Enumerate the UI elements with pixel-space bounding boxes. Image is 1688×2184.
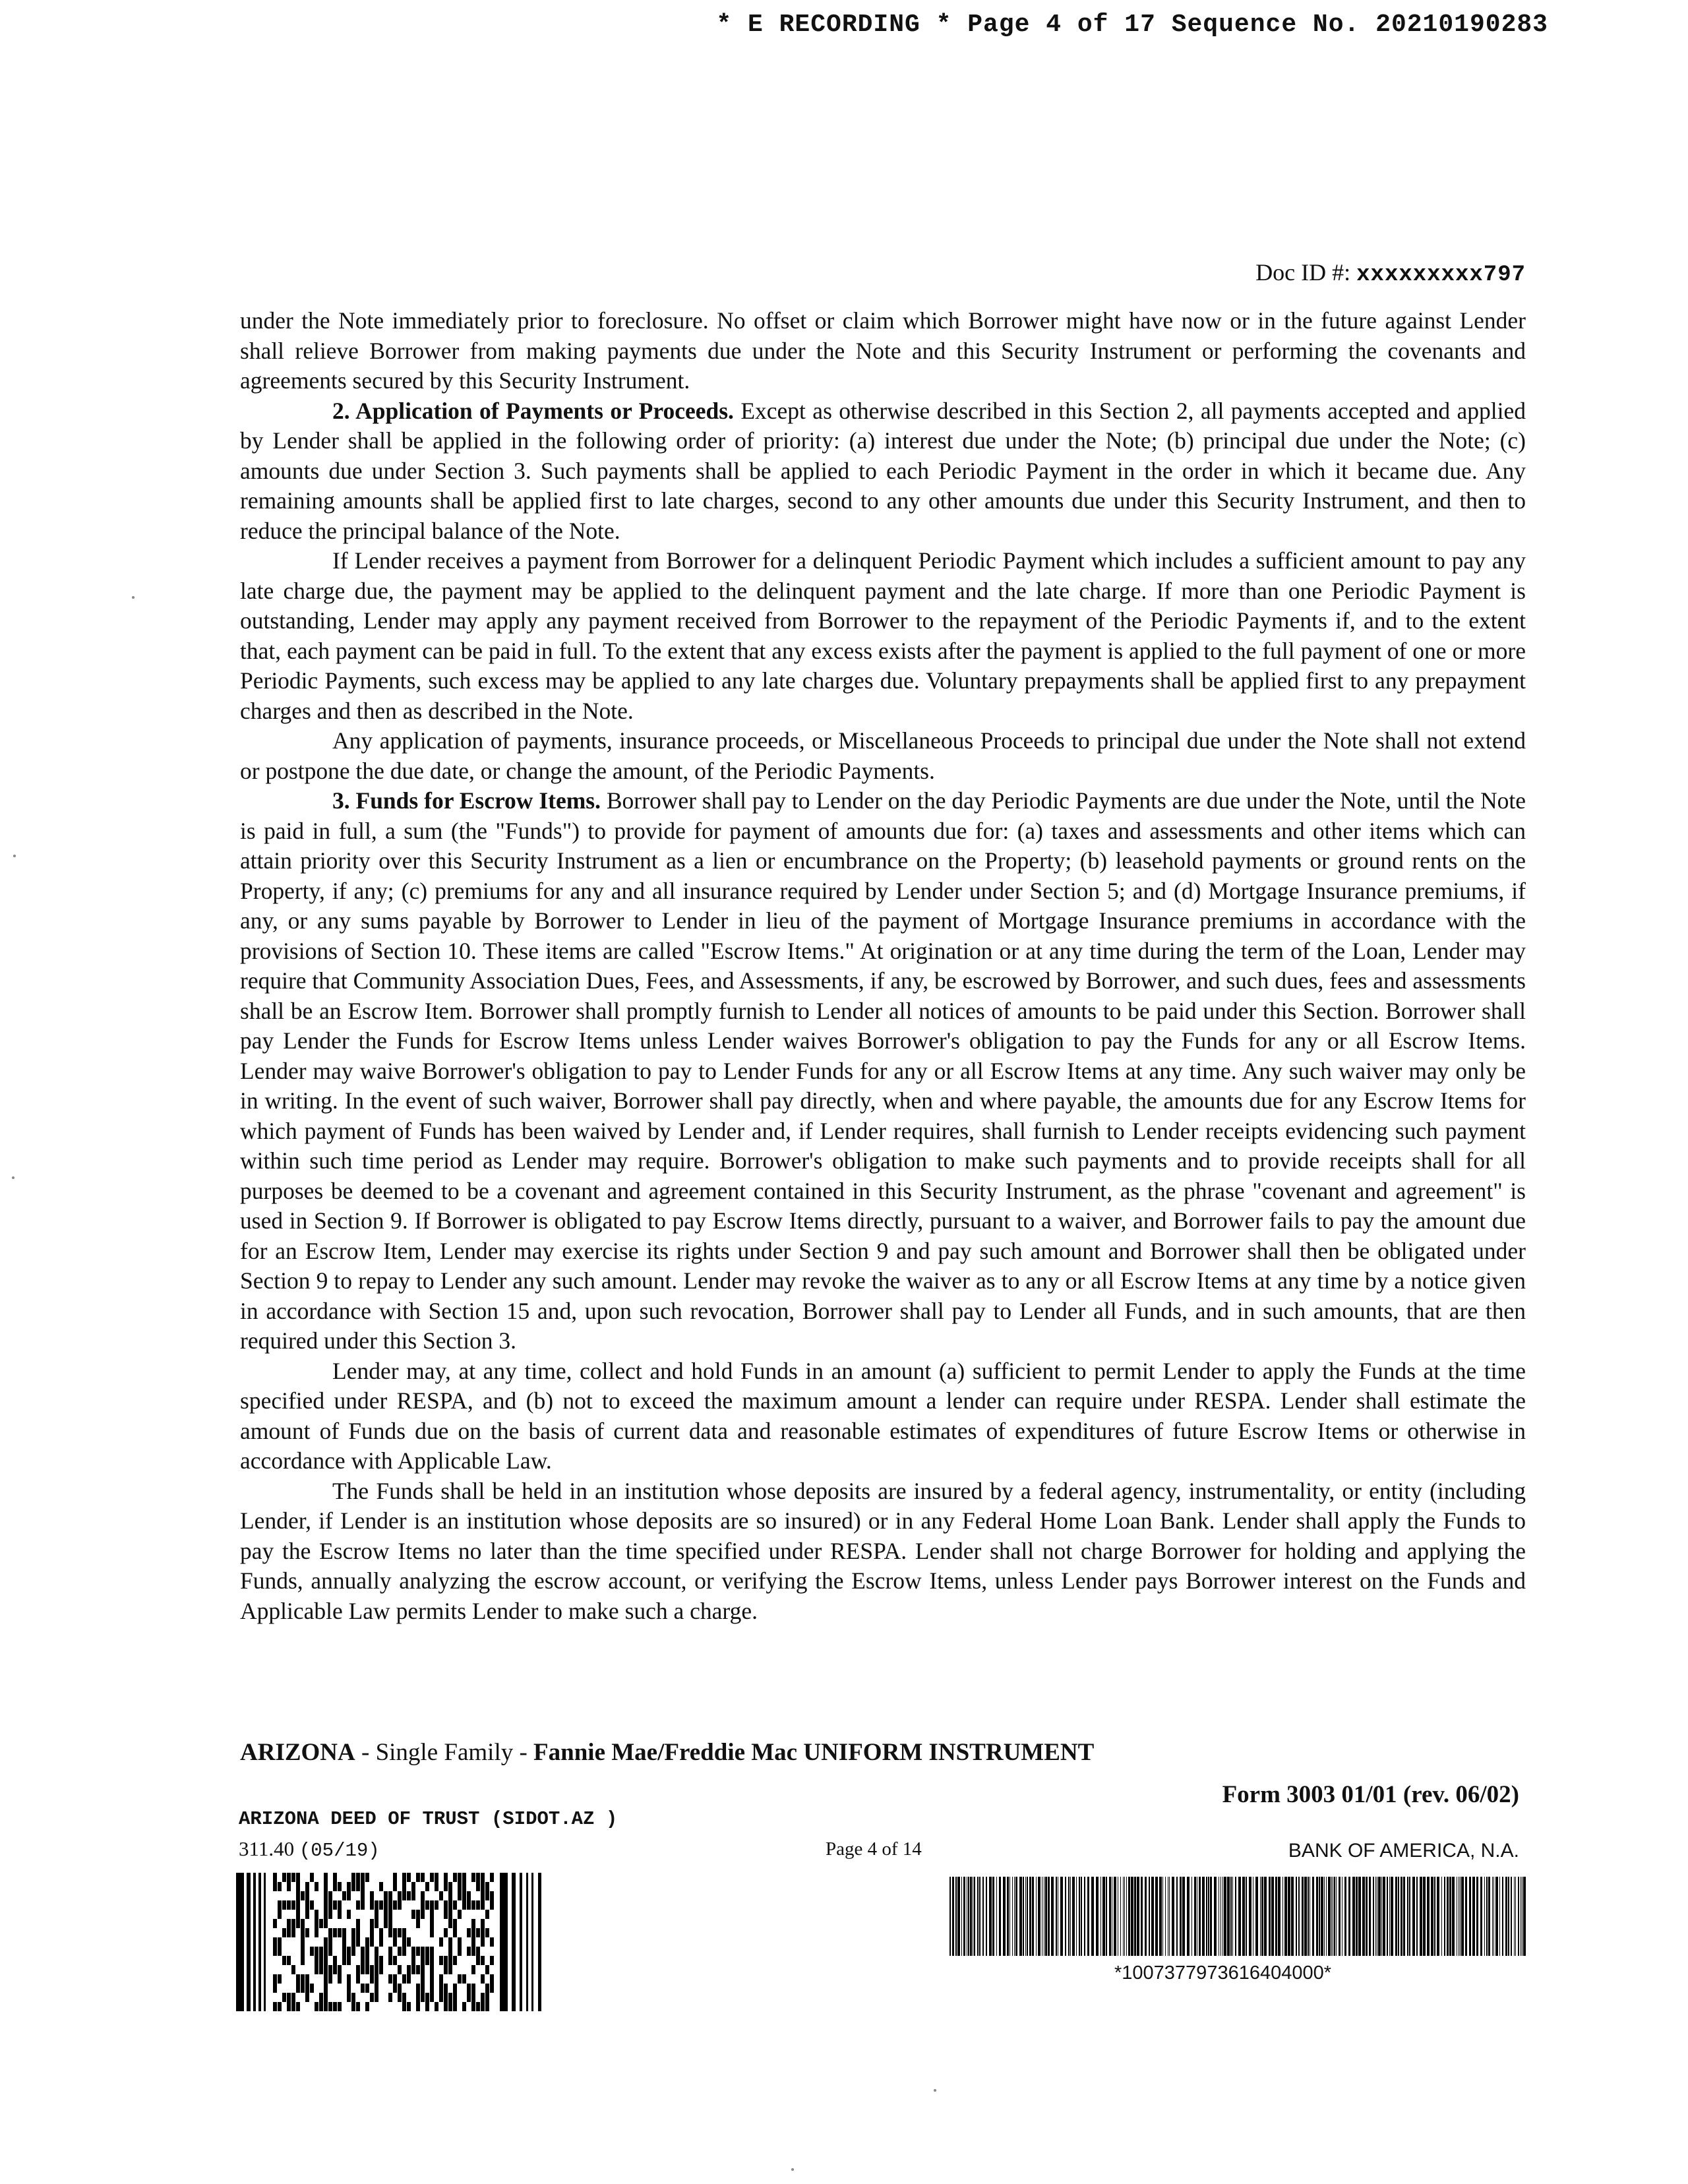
version-prefix: 311.40 (239, 1837, 295, 1860)
doc-id (1255, 258, 1526, 288)
paragraph (240, 396, 1526, 547)
paragraph (240, 726, 1526, 786)
scan-speck (132, 596, 135, 599)
version-date: (05/19) (299, 1840, 380, 1862)
paragraph-text: Any application of payments, insurance proceeds, or Miscellaneous Proceeds to principal due under the Note shall not extend or postpone the due date, or change the amount, of the Periodic Payments. (240, 727, 1526, 784)
form-number: Form 3003 01/01 (rev. 06/02) (1222, 1781, 1519, 1808)
instrument-name: Fannie Mae/Freddie Mac UNIFORM INSTRUMENT (533, 1739, 1095, 1766)
doc-id-label: Doc ID #: (1255, 259, 1351, 286)
document-body (240, 306, 1526, 1626)
section-heading: 3. Funds for Escrow Items. (332, 787, 601, 814)
recording-header: * E RECORDING * Page 4 of 17 Sequence No. 20210190283 (716, 11, 1548, 39)
form-version (239, 1837, 380, 1862)
doc-id-value: xxxxxxxxx797 (1356, 262, 1526, 288)
paragraph-text: under the Note immediately prior to foreclosure. No offset or claim which Borrower might have now or in the future against Lender shall relieve Borrower from making payments due under the Note and this Security Instrument or performing the covenants and agreements secured by this Security Instrument. (240, 307, 1526, 394)
form-name: ARIZONA DEED OF TRUST (SIDOT.AZ ) (239, 1808, 618, 1830)
paragraph (240, 546, 1526, 726)
scan-speck (934, 2089, 936, 2092)
scan-speck (13, 855, 16, 857)
section-heading: 2. Application of Payments or Proceeds. (332, 397, 734, 424)
paragraph-text: Lender may, at any time, collect and hold Funds in an amount (a) sufficient to permit Lender to apply the Funds at the time specified under RESPA, and (b) not to exceed the maximum amount a lender can require under RESPA. Lender shall estimate the amount of Funds due on the basis of current data and reasonable estimates of expenditures of future Escrow Items or otherwise in accordance with Applicable Law. (240, 1357, 1526, 1474)
paragraph (240, 306, 1526, 396)
state-separator: - Single Family - (355, 1739, 534, 1766)
paragraph (240, 1356, 1526, 1476)
paragraph-text: If Lender receives a payment from Borrower for a delinquent Periodic Payment which includes a sufficient amount to pay any late charge due, the payment may be applied to the delinquent payment and the late charge. If more than one Periodic Payment is outstanding, Lender may apply any payment received from Borrower to the repayment of the Periodic Payments if, and to the extent that, each payment can be paid in full. To the extent that any excess exists after the payment is applied to the full payment of one or more Periodic Payments, such excess may be applied to any late charges due. Voluntary prepayments shall be applied first to any prepayment charges and then as described in the Note. (240, 547, 1526, 724)
paragraph-text: The Funds shall be held in an institution whose deposits are insured by a federal agency, instrumentality, or entity (including Lender, if Lender is an institution whose deposits are so insured) or in any Federal Home Loan Bank. Lender shall apply the Funds to pay the Escrow Items no later than the time specified under RESPA. Lender shall not charge Borrower for holding and applying the Funds, annually analyzing the escrow account, or verifying the Escrow Items, unless Lender pays Borrower interest on the Funds and Applicable Law permits Lender to make such a charge. (240, 1477, 1526, 1624)
state-name: ARIZONA (240, 1739, 355, 1766)
lender-name: BANK OF AMERICA, N.A. (1288, 1840, 1519, 1862)
scan-speck (791, 2168, 794, 2171)
paragraph (240, 1476, 1526, 1627)
paragraph-text: Borrower shall pay to Lender on the day Periodic Payments are due under the Note, until the Note is paid in full, a sum (the "Funds") to provide for payment of amounts due for: (a) taxes and assessments and other items which can attain priority over this Security Instrument as a lien or encumbrance on the Property; (b) leasehold payments or ground rents on the Property, if any; (c) premiums for any and all insurance required by Lender under Section 5; and (d) Mortgage Insurance premiums, if any, or any sums payable by Borrower to Lender in lieu of the payment of Mortgage Insurance premiums in accordance with the provisions of Section 10. These items are called "Escrow Items." At origination or at any time during the term of the Loan, Lender may require that Community Association Dues, Fees, and Assessments, if any, be escrowed by Borrower, and such dues, fees and assessments shall be an Escrow Item. Borrower shall promptly furnish to Lender all notices of amounts to be paid under this Section. Borrower shall pay Lender the Funds for Escrow Items unless Lender waives Borrower's obligation to pay the Funds for any or all Escrow Items. Lender may waive Borrower's obligation to pay to Lender Funds for any or all Escrow Items at any time. Any such waiver may only be in writing. In the event of such waiver, Borrower shall pay directly, when and where payable, the amounts due for any Escrow Items for which payment of Funds has been waived by Lender and, if Lender requires, shall furnish to Lender receipts evidencing such payment within such time period as Lender may require. Borrower's obligation to make such payments and to provide receipts shall for all purposes be deemed to be a covenant and agreement contained in this Security Instrument, as the phrase "covenant and agreement" is used in Section 9. If Borrower is obligated to pay Escrow Items directly, pursuant to a waiver, and Borrower fails to pay the amount due for an Escrow Item, Lender may exercise its rights under Section 9 and pay such amount and Borrower shall then be obligated under Section 9 to repay to Lender any such amount. Lender may revoke the waiver as to any or all Escrow Items at any time by a notice given in accordance with Section 15 and, upon such revocation, Borrower shall pay to Lender all Funds, and in such amounts, that are then required under this Section 3. (240, 787, 1526, 1354)
pdf417-barcode (236, 1873, 546, 2011)
state-line (240, 1738, 1094, 1767)
linear-barcode (950, 1877, 1530, 1956)
page-number: Page 4 of 14 (826, 1838, 922, 1860)
barcode-number: *1007377973616404000* (1114, 1962, 1332, 1984)
paragraph (240, 786, 1526, 1356)
scan-speck (12, 1176, 15, 1179)
paragraph-text: Except as otherwise described in this Section 2, all payments accepted and applied by Lender shall be applied in the following order of priority: (a) interest due under the Note; (b) principal due under the Note; (c) amounts due under Section 3. Such payments shall be applied to each Periodic Payment in the order in which it became due. Any remaining amounts shall be applied first to late charges, second to any other amounts due under this Security Instrument, and then to reduce the principal balance of the Note. (240, 397, 1526, 544)
